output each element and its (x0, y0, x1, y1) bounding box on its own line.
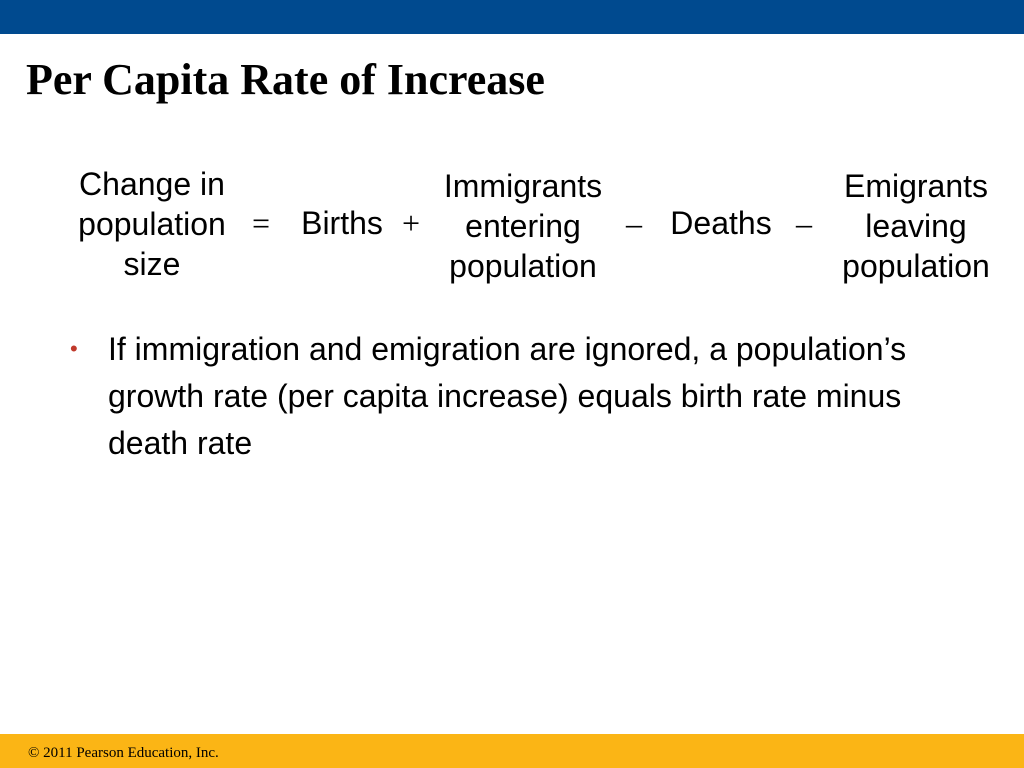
equation-term-line: Emigrants (843, 168, 989, 204)
equation-term-line: population (842, 248, 990, 284)
minus-operator: – (796, 205, 812, 241)
equation-term-line: Immigrants (443, 168, 603, 204)
bullet-text: If immigration and emigration are ignored, a population’s growth rate (per capita increase) equals birth rate minus death rate (108, 331, 907, 461)
bullet-dot-icon: • (70, 336, 78, 361)
slide-title: Per Capita Rate of Increase (26, 55, 545, 104)
equals-operator: = (252, 205, 271, 241)
equation-term-deaths (658, 203, 784, 243)
equation-term-line: Deaths (670, 205, 772, 241)
equation-term-line: entering (465, 208, 581, 244)
equation-term-line: leaving (865, 208, 967, 244)
equation-term-births (290, 203, 394, 243)
equation-term-line: Change in (79, 166, 225, 202)
equation-term-change-in-population-size (62, 164, 242, 284)
equation-term-immigrants-entering-population (427, 166, 619, 286)
bullet-item (70, 326, 970, 467)
copyright-notice: © 2011 Pearson Education, Inc. (28, 745, 219, 761)
minus-operator: – (626, 205, 642, 241)
equation-term-line: population (78, 206, 226, 242)
plus-operator: + (402, 205, 421, 241)
equation-term-line: population (449, 248, 597, 284)
equation-term-line: Births (301, 205, 383, 241)
equation-term-line: size (123, 246, 181, 282)
top-banner (0, 0, 1024, 34)
equation-term-emigrants-leaving-population (826, 166, 1006, 286)
